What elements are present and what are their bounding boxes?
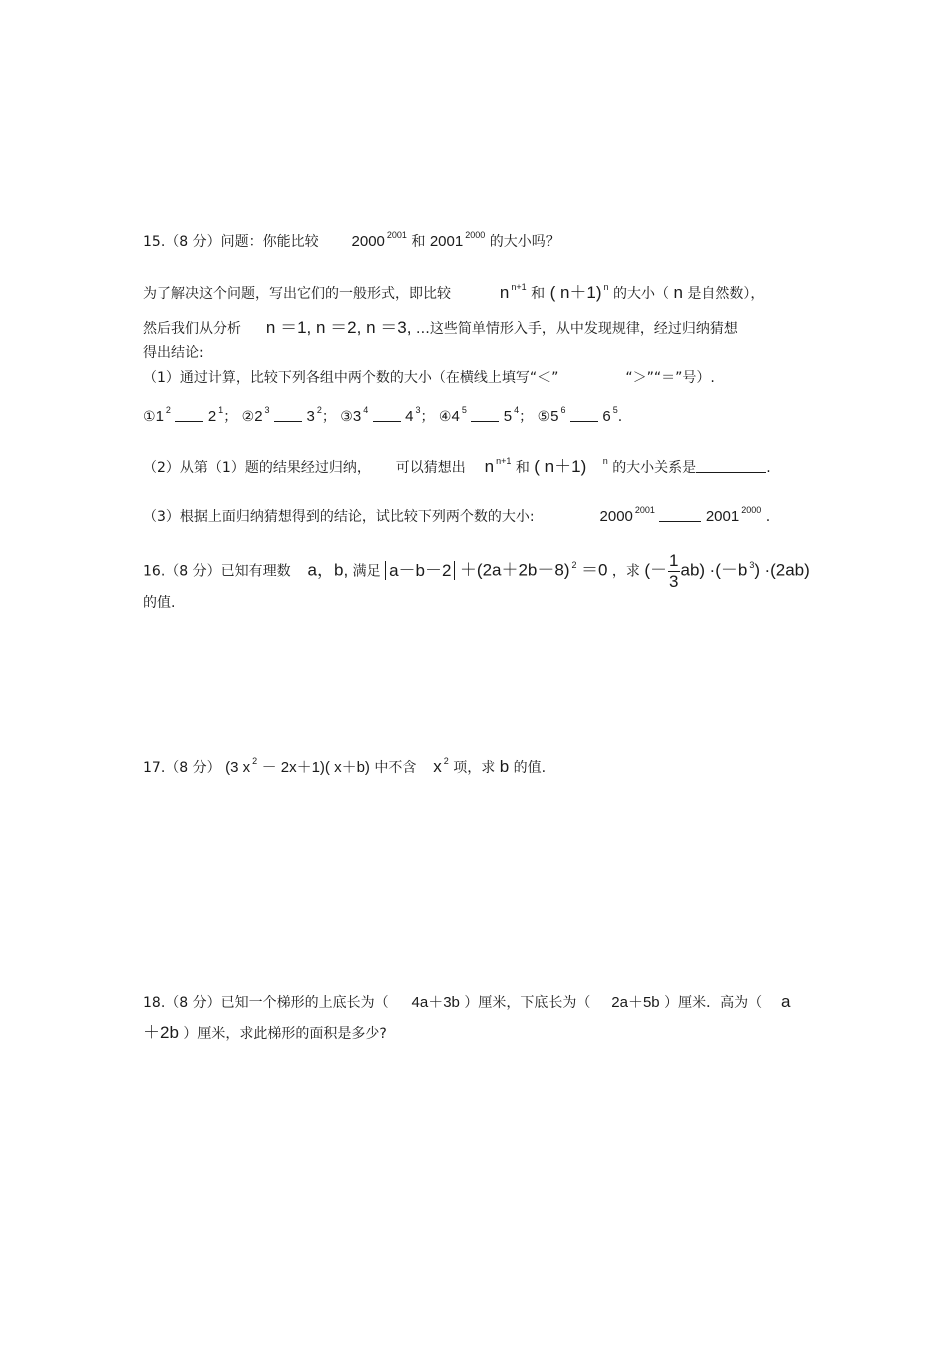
q15-part2-n-plus-1-exp: n <box>602 456 608 466</box>
q15-line-4 <box>143 343 204 363</box>
cmp3-right-exp: 3 <box>415 405 421 415</box>
q16-b-exp: 3 <box>749 559 755 570</box>
semicolon: ； <box>519 409 534 425</box>
q18-height-2b: ＋2b <box>143 1023 179 1042</box>
cmp5-left: 5 <box>550 408 559 425</box>
q16-fraction <box>668 551 679 592</box>
q15-tail: 的大小吗？ <box>489 234 560 250</box>
q17-no-term: 中不含 <box>374 760 417 776</box>
q15-part-2 <box>143 457 771 478</box>
q15-n: n <box>499 283 510 302</box>
cmp5-right-exp: 5 <box>612 405 618 415</box>
q15-part-1 <box>143 368 715 388</box>
q18-lower-base: 2a＋5b <box>611 994 660 1011</box>
q16-vars: a，b, <box>307 560 349 580</box>
q15-l2-and: 和 <box>531 286 546 302</box>
q16-line-2 <box>143 593 175 613</box>
q15-l3b: …这些简单情形入手，从中发现规律，经过归纳猜想 <box>415 321 738 337</box>
circled-1: ① <box>143 409 156 425</box>
q18-text-b: ）厘米，下底长为（ <box>464 995 591 1011</box>
semicolon: ； <box>223 409 238 425</box>
cmp2-left: 2 <box>254 408 263 425</box>
cmp3-blank[interactable] <box>373 409 401 422</box>
q16-square-exp: 2 <box>571 559 577 570</box>
q17-intro: 17.（8 分） <box>143 760 221 776</box>
cmp1-right: 2 <box>207 408 217 425</box>
q17-x: x <box>433 757 442 776</box>
cmp3-left-exp: 4 <box>363 405 369 415</box>
cmp5-left-exp: 6 <box>560 405 566 415</box>
q15-l2c: 是自然数）， <box>687 286 765 302</box>
q15-exp-2001: 2001 <box>386 230 407 240</box>
cmp4-left-exp: 5 <box>461 405 467 415</box>
cmp5-blank[interactable] <box>570 409 598 422</box>
circled-4: ④ <box>438 409 452 425</box>
q17-term-text: 项，求 <box>453 760 496 776</box>
q15-base-2000: 2000 <box>351 233 385 250</box>
q15-l3a: 然后我们从分析 <box>143 321 241 337</box>
cmp2-right-exp: 2 <box>316 405 322 415</box>
q16-satisfy: 满足 <box>352 563 381 580</box>
q16-neg-b: ·(－b <box>709 560 748 580</box>
q16-equals-zero: ＝0 <box>580 560 608 580</box>
cmp1-right-exp: 1 <box>218 405 224 415</box>
q15-line-2 <box>143 283 764 304</box>
q15-part2-text: （2）从第（1）题的结果经过归纳， <box>143 460 371 476</box>
circled-3: ③ <box>340 409 353 425</box>
cmp3-left: 3 <box>352 408 362 425</box>
q15-cases: n ＝1, n ＝2, n ＝3, <box>265 318 412 337</box>
q15-and: 和 <box>411 234 426 250</box>
q17-x2-exp: 2 <box>443 756 449 766</box>
q15-part3-exp1: 2001 <box>634 505 655 515</box>
q18-line-1 <box>143 992 790 1013</box>
period: . <box>766 460 771 476</box>
cmp2-right: 3 <box>306 408 315 425</box>
q15-exp-2000: 2000 <box>465 230 486 240</box>
period: . <box>617 409 623 425</box>
q16-value-text: 的值. <box>143 595 176 611</box>
q15-part2-n-plus-1: ( n＋1) <box>534 457 587 476</box>
circled-2: ② <box>241 409 255 425</box>
cmp2-left-exp: 3 <box>264 405 270 415</box>
q15-base-2001: 2001 <box>429 233 464 250</box>
q17-expr-part1: (3 x <box>225 759 251 776</box>
q16-numerator: 1 <box>669 551 679 570</box>
q16-intro: 16.（8 分）已知有理数 <box>143 563 291 580</box>
q18-text-c: ）厘米．高为（ <box>664 995 763 1011</box>
q16-lparen: (－ <box>644 560 668 580</box>
q15-l4: 得出结论: <box>143 345 204 361</box>
q15-n-var: n <box>673 283 683 302</box>
circled-5: ⑤ <box>537 409 551 425</box>
q16-ab: ab) <box>680 560 706 580</box>
cmp5-right: 6 <box>602 408 611 425</box>
q18-height-a: a <box>781 992 791 1011</box>
q15-n-plus-1: ( n＋1) <box>549 283 602 302</box>
q15-part2-and: 和 <box>515 460 530 476</box>
cmp1-left: 1 <box>155 408 164 425</box>
q15-intro: 15.（8 分）问题：你能比较 <box>143 234 319 250</box>
cmp2-blank[interactable] <box>274 409 302 422</box>
q18-text-a: 18.（8 分）已知一个梯形的上底长为（ <box>143 995 389 1011</box>
q17-b: b <box>499 757 510 776</box>
cmp1-left-exp: 2 <box>165 405 171 415</box>
q15-part1-symbols: “＞”“＝”号）. <box>625 370 715 386</box>
q17-x-exp: 2 <box>252 756 258 766</box>
q15-part3-exp2: 2000 <box>741 505 762 515</box>
q17-expr-part2: － 2x＋1)( x＋b) <box>261 759 370 776</box>
q16-line-1 <box>143 551 810 592</box>
cmp1-blank[interactable] <box>175 409 203 422</box>
q15-part3-text: （3）根据上面归纳猜想得到的结论，试比较下列两个数的大小: <box>143 509 535 525</box>
q15-comparisons <box>143 407 622 427</box>
cmp4-right-exp: 4 <box>514 405 520 415</box>
q18-upper-base: 4a＋3b <box>411 994 460 1011</box>
q15-part2-guess: 可以猜想出 <box>395 460 466 476</box>
q15-line-3 <box>143 318 738 339</box>
q18-line-2 <box>143 1023 387 1044</box>
cmp4-left: 4 <box>451 408 460 425</box>
q15-part2-n-exp: n+1 <box>496 456 512 466</box>
q17-line-1 <box>143 757 546 778</box>
q15-part3-base2: 2001 <box>705 508 740 525</box>
q15-n-plus-1-exp: n <box>603 282 609 292</box>
q15-part-3 <box>143 507 770 527</box>
q15-part3-base1: 2000 <box>599 508 633 525</box>
q16-abs-expr: a－b－2 <box>385 561 455 580</box>
q15-part2-n: n <box>484 457 495 476</box>
q15-n-exp: n+1 <box>511 282 527 292</box>
period: . <box>765 509 771 525</box>
q15-part3-blank[interactable] <box>659 509 701 522</box>
q16-rparen: ) <box>754 560 760 580</box>
cmp3-right: 4 <box>405 408 414 425</box>
q16-denominator: 3 <box>669 572 679 591</box>
q18-question: ）厘米，求此梯形的面积是多少? <box>183 1026 387 1042</box>
cmp4-blank[interactable] <box>471 409 499 422</box>
cmp4-right: 5 <box>503 408 513 425</box>
semicolon: ； <box>321 409 336 425</box>
q16-square-expr: ＋(2a＋2b－8) <box>459 560 570 580</box>
q15-l2b: 的大小（ <box>613 286 669 302</box>
semicolon: ； <box>420 409 435 425</box>
q15-l2a: 为了解决这个问题，写出它们的一般形式，即比较 <box>143 286 451 302</box>
q15-line-1 <box>143 232 560 252</box>
q16-find: ，求 <box>611 563 640 580</box>
q17-end: 的值. <box>513 760 547 776</box>
q15-part2-relation: 的大小关系是 <box>612 460 697 476</box>
q15-part2-blank[interactable] <box>696 460 766 473</box>
q15-part1-text: （1）通过计算，比较下列各组中两个数的大小（在横线上填写“＜” <box>143 370 559 386</box>
q16-2ab: ·(2ab) <box>764 560 810 580</box>
